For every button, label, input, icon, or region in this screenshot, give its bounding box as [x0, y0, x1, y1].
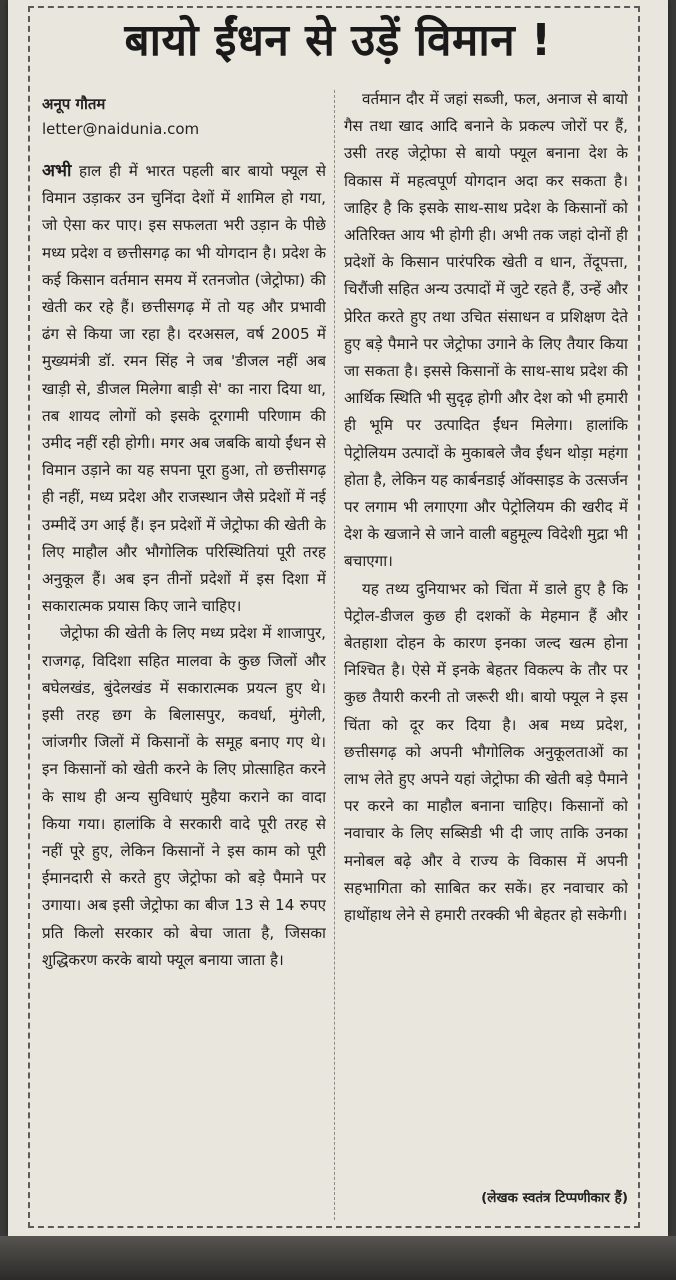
left-column: [42, 158, 326, 1222]
headline: बायो ईंधन से उड़ें विमान !: [124, 15, 552, 66]
author-note: (लेखक स्वतंत्र टिप्पणीकार हैं): [481, 1190, 628, 1206]
lead-word: अभी: [42, 161, 72, 181]
column-divider: [334, 90, 335, 1220]
author-email: letter@naidunia.com: [42, 120, 200, 138]
left-paragraph-1: [42, 158, 326, 620]
author-name: अनूप गौतम: [42, 95, 106, 113]
left-paragraph-1-text: हाल ही में भारत पहली बार बायो फ्यूल से विमान उड़ाकर उन चुनिंदा देशों में शामिल हो गया, जो ऐसा कर पाए। इस सफलता भरी उड़ान के पीछे मध्य प्रदेश व छत्तीसगढ़ का भी योगदान है। प्रदेश के कई किसान वर्तमान समय में रतनजोत (जेट्रोफा) की खेती कर रहे हैं। छत्तीसगढ़ में तो यह और प्रभावी ढंग से किया जा रहा है। दरअसल, वर्ष 2005 में मुख्यमंत्री डॉ. रमन सिंह ने जब 'डीजल नहीं अब खाड़ी से, डीजल मिलेगा बाड़ी से' का नारा दिया था, तब शायद लोगों को इसके दूरगामी परिणाम की उमीद नहीं रही होगी। मगर अब जबकि बायो ईंधन से विमान उड़ाने का यह सपना पूरा हुआ, तो छत्तीसगढ़ ही नहीं, मध्य प्रदेश और राजस्थान जैसे प्रदेशों में नई उम्मीदें उग आई हैं। इन प्रदेशों में जेट्रोफा की खेती के लिए माहौल और भौगोलिक परिस्थितियां पूरी तरह अनुकूल हैं। अब इन तीनों प्रदेशों में इस दिशा में सकारात्मक प्रयास किए जाने चाहिए।: [42, 162, 326, 616]
right-paragraph-2: यह तथ्य दुनियाभर को चिंता में डाले हुए है कि पेट्रोल-डीजल कुछ ही दशकों के मेहमान हैं और बेतहाशा दोहन के कारण इनका जल्द खत्म होना निश्चित है। ऐसे में इनके बेहतर विकल्प के तौर पर कुछ तैयारी करनी तो जरूरी थी। बायो फ्यूल ने इस चिंता को दूर कर दिया है। अब मध्य प्रदेश, छत्तीसगढ़ को अपनी भौगोलिक अनुकूलताओं का लाभ लेते हुए अपने यहां जेट्रोफा की खेती बड़े पैमाने पर करने का माहौल बनाना चाहिए। किसानों को नवाचार के लिए सब्सिडी भी दी जाए ताकि उनका मनोबल बढ़े और वे राज्य के विकास में अपनी सहभागिता को साबित कर सकें। हर नवाचार को हाथोंहाथ लेने से हमारी तरक्की भी बेहतर हो सकेगी।: [344, 579, 628, 925]
right-column: [344, 86, 628, 1186]
left-paragraph-2: जेट्रोफा की खेती के लिए मध्य प्रदेश में शाजापुर, राजगढ़, विदिशा सहित मालवा के कुछ जिलों और बघेलखंड, बुंदेलखंड में सकारात्मक प्रयत्न हुए थे। इसी तरह छग के बिलासपुर, कवर्धा, मुंगेली, जांजगीर जिलों में किसानों के समूह बनाए गए थे। इन किसानों को खेती करने के लिए प्रोत्साहित करने के साथ ही अन्य सुविधाएं मुहैया कराने का वादा किया गया। हालांकि वे सरकारी वादे पूरी तरह से नहीं पूरे हुए, लेकिन किसानों ने इस काम को पूरी ईमानदारी से करते हुए जेट्रोफा को बड़े पैमाने पर उगाया। अब इसी जेट्रोफा का बीज 13 से 14 रुपए प्रति किलो सरकार को बेचा जाता है, जिसका शुद्धिकरण करके बायो फ्यूल बनाया जाता है।: [42, 624, 326, 969]
right-paragraph-1: वर्तमान दौर में जहां सब्जी, फल, अनाज से बायो गैस तथा खाद आदि बनाने के प्रकल्प जोरों पर हैं, उसी तरह जेट्रोफा से बायो फ्यूल बनाना देश के विकास में महत्वपूर्ण योगदान अदा कर सकता है। जाहिर है कि इसके साथ-साथ प्रदेश के किसानों को अतिरिक्त आय भी होगी ही। अभी तक जहां दोनों ही प्रदेशों के किसान पारंपरिक खेती व धान, तेंदूपत्ता, चिरौंजी सहित अन्य उत्पादों में जुटे रहते हैं, उन्हें और प्रेरित करते हुए तथा उचित संसाधन व प्रशिक्षण देते हुए बड़े पैमाने पर जेट्रोफा उगाने के लिए तैयार किया जा सकता है। इससे किसानों के साथ-साथ प्रदेश की आर्थिक स्थिति भी सुदृढ़ होगी और देश को भी हमारी ही भूमि पर उत्पादित ईंधन मिलेगा। हालांकि पेट्रोलियम उत्पादों के मुकाबले जैव ईंधन थोड़ा महंगा होता है, लेकिन यह कार्बनडाई ऑक्साइड के उत्सर्जन पर लगाम भी लगाएगा और पेट्रोलियम की खरीद में देश के खजाने से जाने वाली बहुमूल्य विदेशी मुद्रा भी बचाएगा।: [344, 90, 628, 571]
table-surface: [0, 1236, 676, 1280]
